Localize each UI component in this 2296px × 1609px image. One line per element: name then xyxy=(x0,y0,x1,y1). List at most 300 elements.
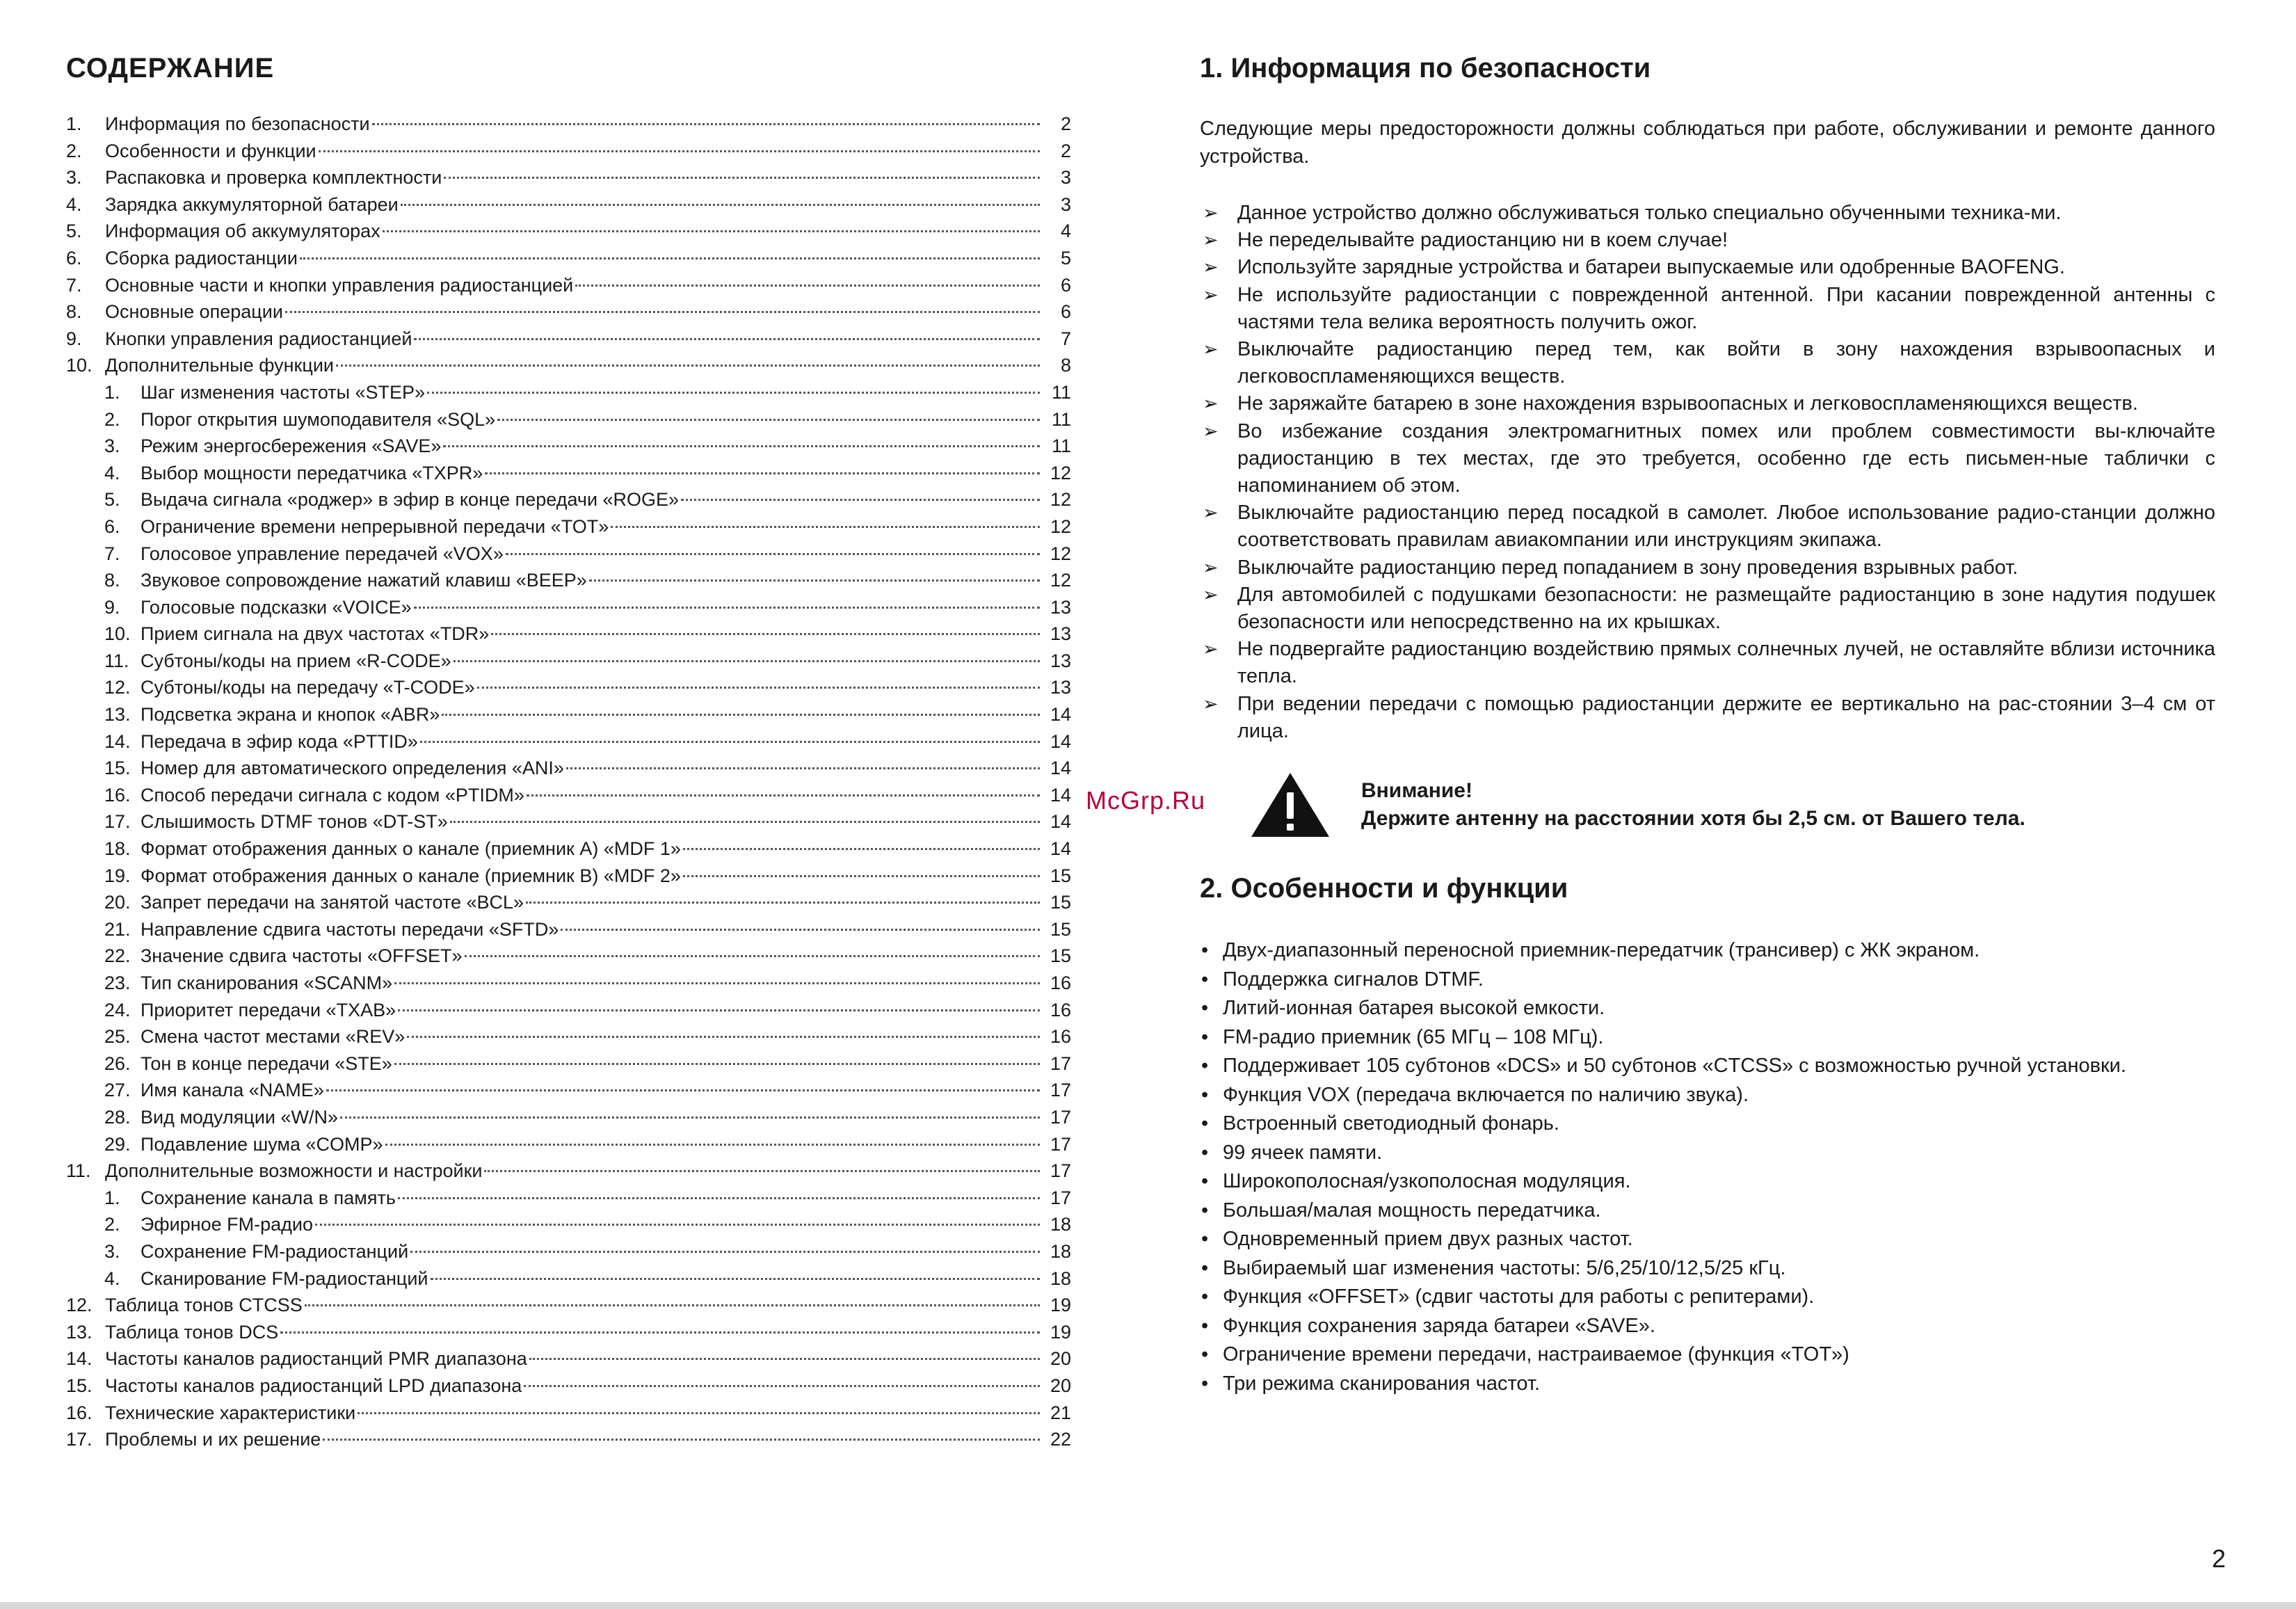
safety-item xyxy=(1200,227,2215,254)
toc-entry[interactable] xyxy=(66,621,1071,648)
toc-entry-page: 17 xyxy=(1050,1106,1071,1128)
toc-entry[interactable] xyxy=(66,755,1071,782)
toc-entry[interactable] xyxy=(66,272,1071,299)
feature-item xyxy=(1200,1283,2215,1312)
toc-entry-page: 14 xyxy=(1050,758,1071,779)
toc-entry[interactable] xyxy=(66,218,1071,245)
toc-entry-title: Направление сдвига частоты передачи «SFTD» xyxy=(141,918,559,940)
toc-entry-title: Номер для автоматического определения «ANI» xyxy=(141,758,564,779)
arrow-bullet-icon: ➢ xyxy=(1203,584,1219,605)
toc-entry-number: 2. xyxy=(104,408,120,430)
safety-item-text: Не переделывайте радиостанцию ни в коем случае! xyxy=(1237,229,1728,252)
toc-entry[interactable] xyxy=(66,433,1071,460)
arrow-bullet-icon: ➢ xyxy=(1203,393,1219,415)
toc-entry[interactable] xyxy=(66,594,1071,621)
toc-entry-number: 29. xyxy=(104,1133,131,1155)
toc-entry[interactable] xyxy=(66,808,1071,835)
toc-entry-page: 4 xyxy=(1060,221,1071,242)
toc-entry-page: 14 xyxy=(1050,704,1071,726)
toc-entry-page: 19 xyxy=(1050,1295,1071,1316)
warning-triangle-icon xyxy=(1249,770,1332,840)
toc-entry-title: Формат отображения данных о канале (приемник В) «MDF 2» xyxy=(141,865,681,886)
toc-entry-number: 8. xyxy=(66,301,82,323)
toc-entry-number: 23. xyxy=(104,972,131,993)
toc-dot-leader xyxy=(589,579,1040,582)
toc-entry[interactable] xyxy=(66,1211,1071,1238)
toc-dot-leader xyxy=(450,820,1040,823)
toc-entry-title: Выбор мощности передатчика «TXPR» xyxy=(141,462,483,483)
feature-item xyxy=(1200,1110,2215,1139)
toc-entry-number: 13. xyxy=(66,1321,93,1343)
toc-entry[interactable] xyxy=(66,1319,1071,1346)
toc-entry-number: 2. xyxy=(104,1214,120,1235)
feature-item-text: Поддерживает 105 субтонов «DCS» и 50 субтонов «CTCSS» с возможностью ручной установки. xyxy=(1223,1055,2126,1078)
toc-entry-page: 13 xyxy=(1050,596,1071,618)
feature-item xyxy=(1200,1023,2215,1052)
feature-item xyxy=(1200,1370,2215,1399)
toc-entry-number: 27. xyxy=(104,1080,131,1101)
bullet-icon: • xyxy=(1201,997,1209,1020)
warning-body: Держите антенну на расстоянии хотя бы 2,5 см. от Вашего тела. xyxy=(1361,807,2025,831)
toc-entry-page: 15 xyxy=(1050,918,1071,940)
toc-entry-title: Кнопки управления радиостанцией xyxy=(105,328,412,349)
toc-entry-title: Основные части и кнопки управления радиостанцией xyxy=(105,274,574,296)
toc-entry[interactable] xyxy=(66,782,1071,809)
arrow-bullet-icon: ➢ xyxy=(1203,693,1219,714)
toc-entry-title: Выдача сигнала «роджер» в эфир в конце передачи «ROGE» xyxy=(141,489,680,511)
toc-entry[interactable] xyxy=(66,1104,1071,1131)
feature-item-text: Ограничение времени передачи, настраиваемое (функция «TOT») xyxy=(1223,1343,1849,1366)
toc-entry-title: Таблица тонов CTCSS xyxy=(105,1295,303,1316)
toc-entry-page: 17 xyxy=(1050,1187,1071,1208)
toc-entry-number: 12. xyxy=(104,677,131,698)
bullet-icon: • xyxy=(1201,1055,1209,1078)
toc-entry-number: 10. xyxy=(66,355,93,376)
toc-entry-number: 15. xyxy=(66,1375,93,1396)
feature-item-text: Широкополосная/узкополосная модуляция. xyxy=(1223,1170,1631,1193)
toc-entry-title: Смена частот местами «REV» xyxy=(141,1026,406,1048)
toc-entry[interactable] xyxy=(66,245,1071,272)
toc-entry-number: 16. xyxy=(104,784,131,806)
toc-entry-title: Тон в конце передачи «STE» xyxy=(141,1052,392,1074)
toc-entry-page: 14 xyxy=(1050,811,1071,833)
toc-entry[interactable] xyxy=(66,1345,1071,1372)
toc-dot-leader xyxy=(414,337,1040,340)
toc-entry-number: 14. xyxy=(104,730,131,752)
feature-item xyxy=(1200,966,2215,995)
toc-entry-page: 14 xyxy=(1050,730,1071,752)
toc-entry[interactable] xyxy=(66,513,1071,541)
toc-dot-leader xyxy=(681,498,1040,501)
toc-entry-title: Сканирование FM-радиостанций xyxy=(141,1267,428,1289)
toc-dot-leader xyxy=(414,606,1040,609)
toc-entry-page: 12 xyxy=(1050,543,1071,564)
toc-entry-page: 16 xyxy=(1050,972,1071,993)
toc-entry-page: 20 xyxy=(1050,1348,1071,1370)
toc-entry-number: 10. xyxy=(104,623,131,645)
safety-item xyxy=(1200,282,2215,336)
toc-dot-leader xyxy=(611,525,1040,528)
arrow-bullet-icon: ➢ xyxy=(1203,420,1219,442)
toc-entry-title: Подсветка экрана и кнопок «ABR» xyxy=(141,704,440,726)
toc-dot-leader xyxy=(305,1304,1040,1306)
feature-item xyxy=(1200,1081,2215,1110)
toc-entry[interactable] xyxy=(66,728,1071,755)
feature-item xyxy=(1200,1196,2215,1226)
safety-heading: 1. Информация по безопасности xyxy=(1200,53,1651,83)
toc-entry-page: 17 xyxy=(1050,1080,1071,1101)
toc-entry-page: 3 xyxy=(1060,193,1071,215)
toc-entry-title: Субтоны/коды на прием «R-CODE» xyxy=(141,650,451,671)
toc-entry-number: 5. xyxy=(104,489,120,511)
toc-dot-leader xyxy=(431,1277,1041,1280)
toc-entry-title: Звуковое сопровождение нажатий клавиш «BEEP» xyxy=(141,570,587,591)
toc-entry-page: 7 xyxy=(1060,328,1071,349)
toc-entry-page: 13 xyxy=(1050,623,1071,645)
toc-entry[interactable] xyxy=(66,379,1071,406)
toc-entry-number: 16. xyxy=(66,1402,93,1423)
toc-entry[interactable] xyxy=(66,1023,1071,1050)
toc-entry[interactable] xyxy=(66,1131,1071,1158)
watermark: McGrp.Ru xyxy=(1086,786,1206,815)
toc-entry-number: 3. xyxy=(104,1240,120,1262)
toc-dot-leader xyxy=(326,1089,1040,1091)
toc-dot-leader xyxy=(527,794,1040,797)
content-column xyxy=(1200,47,2215,1398)
toc-entry-number: 17. xyxy=(66,1429,93,1450)
toc-entry-number: 26. xyxy=(104,1052,131,1074)
bullet-icon: • xyxy=(1201,1083,1209,1106)
safety-item xyxy=(1200,636,2215,690)
safety-item-text: Выключайте радиостанцию перед тем, как войти в зону нахождения взрывоопасных и легковоспламеняющихся веществ. xyxy=(1237,338,2215,388)
bullet-icon: • xyxy=(1201,1170,1209,1193)
safety-list xyxy=(1200,200,2215,745)
toc-entry-page: 16 xyxy=(1050,999,1071,1020)
feature-item-text: Встроенный светодиодный фонарь. xyxy=(1223,1112,1559,1135)
feature-item xyxy=(1200,1225,2215,1254)
toc-entry[interactable] xyxy=(66,1426,1071,1453)
toc-dot-leader xyxy=(385,1143,1040,1146)
toc-dot-leader xyxy=(315,1223,1040,1226)
warning-text xyxy=(1361,777,2025,833)
toc-entry-title: Особенности и функции xyxy=(105,140,316,161)
toc-entry-title: Значение сдвига частоты «OFFSET» xyxy=(141,945,463,967)
toc-entry-number: 6. xyxy=(104,515,120,537)
feature-item xyxy=(1200,1139,2215,1168)
toc-entry-number: 14. xyxy=(66,1348,93,1370)
toc-dot-leader xyxy=(420,740,1040,743)
toc-entry-number: 7. xyxy=(104,543,120,564)
safety-item-text: Не подвергайте радиостанцию воздействию прямых солнечных лучей, не оставляйте вблизи источника тепла. xyxy=(1237,638,2215,688)
toc-entry-page: 21 xyxy=(1050,1402,1071,1423)
page-number: 2 xyxy=(2212,1544,2226,1573)
toc-entry-title: Слышимость DTMF тонов «DT-ST» xyxy=(141,811,448,833)
toc-entry-page: 6 xyxy=(1060,301,1071,323)
toc-dot-leader xyxy=(394,982,1040,984)
safety-item xyxy=(1200,554,2215,582)
toc-dot-leader xyxy=(383,230,1040,232)
toc-entry-number: 11. xyxy=(66,1160,91,1182)
feature-item-text: 99 ячеек памяти. xyxy=(1223,1141,1383,1164)
toc-list xyxy=(66,111,1071,1453)
toc-entry-title: Сохранение канала в память xyxy=(141,1187,396,1208)
toc-entry-number: 18. xyxy=(104,838,131,860)
toc-entry-title: Таблица тонов DCS xyxy=(105,1321,279,1343)
toc-entry[interactable] xyxy=(66,326,1071,353)
toc-entry-number: 6. xyxy=(66,247,82,269)
toc-entry-page: 20 xyxy=(1050,1375,1071,1396)
toc-dot-leader xyxy=(506,552,1040,555)
arrow-bullet-icon: ➢ xyxy=(1203,284,1219,305)
toc-entry[interactable] xyxy=(66,138,1071,165)
toc-dot-leader xyxy=(427,391,1040,394)
toc-entry-number: 8. xyxy=(104,570,120,591)
feature-item-text: Двух-диапазонный переносной приемник-передатчик (трансивер) с ЖК экраном. xyxy=(1223,939,1980,962)
toc-entry-title: Частоты каналов радиостанций LPD диапазона xyxy=(105,1375,522,1396)
safety-item-text: Во избежание создания электромагнитных помех или проблем совместимости вы-ключайте радиостанцию в тех местах, где это требуется, особенно где есть письмен-ные таблички с напоминанием об этом. xyxy=(1237,419,2215,497)
toc-entry[interactable] xyxy=(66,567,1071,594)
bullet-icon: • xyxy=(1201,1112,1209,1135)
toc-entry-title: Распаковка и проверка комплектности xyxy=(105,167,442,189)
feature-item xyxy=(1200,1052,2215,1081)
toc-entry[interactable] xyxy=(66,1265,1071,1292)
toc-entry-page: 12 xyxy=(1050,462,1071,483)
feature-item-text: Поддержка сигналов DTMF. xyxy=(1223,968,1484,991)
toc-title: СОДЕРЖАНИЕ xyxy=(66,53,275,83)
toc-entry-title: Подавление шума «COMP» xyxy=(141,1133,383,1155)
toc-entry-number: 17. xyxy=(104,811,131,833)
toc-entry-page: 15 xyxy=(1050,892,1071,913)
toc-entry-page: 12 xyxy=(1050,489,1071,511)
toc-entry-title: Режим энергосбережения «SAVE» xyxy=(141,435,442,457)
toc-entry-page: 5 xyxy=(1060,247,1071,269)
toc-entry[interactable] xyxy=(66,1185,1071,1212)
toc-entry[interactable] xyxy=(66,970,1071,997)
arrow-bullet-icon: ➢ xyxy=(1203,202,1219,223)
toc-entry[interactable] xyxy=(66,916,1071,943)
toc-entry[interactable] xyxy=(66,701,1071,728)
toc-entry-page: 12 xyxy=(1050,570,1071,591)
toc-entry[interactable] xyxy=(66,541,1071,568)
toc-entry-page: 12 xyxy=(1050,515,1071,537)
toc-entry-number: 7. xyxy=(66,274,82,296)
toc-entry-number: 15. xyxy=(104,758,131,779)
toc-entry-page: 13 xyxy=(1050,650,1071,671)
toc-entry-number: 1. xyxy=(104,1187,120,1208)
toc-entry-page: 6 xyxy=(1060,274,1071,296)
feature-item-text: Функция «OFFSET» (сдвиг частоты для работы с репитерами). xyxy=(1223,1286,1815,1308)
feature-item xyxy=(1200,1167,2215,1196)
toc-entry-number: 1. xyxy=(66,113,82,134)
toc-dot-leader xyxy=(566,767,1040,769)
safety-item-text: Выключайте радиостанцию перед посадкой в самолет. Любое использование радио-станции должно соответствовать правилам авиакомпании или инструкциям экипажа. xyxy=(1237,502,2215,552)
safety-intro: Следующие меры предосторожности должны соблюдаться при работе, обслуживании и ремонте данного устройства. xyxy=(1200,118,2215,168)
safety-item xyxy=(1200,336,2215,390)
safety-item xyxy=(1200,200,2215,227)
feature-item-text: Функция VOX (передача включается по наличию звука). xyxy=(1223,1083,1749,1106)
arrow-bullet-icon: ➢ xyxy=(1203,502,1219,524)
toc-dot-leader xyxy=(401,203,1040,206)
feature-item xyxy=(1200,1254,2215,1283)
arrow-bullet-icon: ➢ xyxy=(1203,339,1219,360)
toc-entry[interactable] xyxy=(66,943,1071,970)
toc-dot-leader xyxy=(575,284,1040,287)
toc-dot-leader xyxy=(323,1438,1040,1441)
toc-entry-title: Сохранение FM-радиостанций xyxy=(141,1240,409,1262)
toc-entry[interactable] xyxy=(66,863,1071,890)
warning-title: Внимание! xyxy=(1361,779,1472,803)
toc-dot-leader xyxy=(398,1009,1040,1011)
bullet-icon: • xyxy=(1201,1141,1209,1164)
toc-entry-number: 13. xyxy=(104,704,131,726)
toc-dot-leader xyxy=(453,659,1040,662)
toc-dot-leader xyxy=(444,176,1040,179)
toc-entry-number: 5. xyxy=(66,221,82,242)
toc-entry-title: Шаг изменения частоты «STEP» xyxy=(141,381,426,403)
bullet-icon: • xyxy=(1201,968,1209,991)
toc-dot-leader xyxy=(491,632,1040,635)
safety-item xyxy=(1200,582,2215,636)
toc-entry-page: 17 xyxy=(1050,1160,1071,1182)
toc-entry-page: 15 xyxy=(1050,865,1071,886)
toc-entry-number: 12. xyxy=(66,1295,93,1316)
toc-dot-leader xyxy=(683,874,1040,877)
toc-entry[interactable] xyxy=(66,298,1071,326)
toc-entry-title: Информация по безопасности xyxy=(105,113,370,134)
toc-entry-page: 11 xyxy=(1051,381,1071,403)
toc-entry-title: Приоритет передачи «TXAB» xyxy=(141,999,396,1020)
toc-entry-number: 20. xyxy=(104,892,131,913)
features-list xyxy=(1200,936,2215,1398)
toc-entry-title: Запрет передачи на занятой частоте «BCL» xyxy=(141,892,524,913)
toc-dot-leader xyxy=(340,1116,1040,1119)
toc-entry[interactable] xyxy=(66,164,1071,191)
toc-entry-page: 17 xyxy=(1050,1133,1071,1155)
toc-entry-title: Дополнительные возможности и настройки xyxy=(105,1160,483,1182)
toc-entry[interactable] xyxy=(66,486,1071,513)
toc-entry-page: 22 xyxy=(1050,1429,1071,1450)
toc-entry[interactable] xyxy=(66,1077,1071,1104)
toc-entry[interactable] xyxy=(66,889,1071,916)
toc-entry-number: 28. xyxy=(104,1106,131,1128)
toc-entry[interactable] xyxy=(66,1158,1071,1185)
toc-dot-leader xyxy=(280,1331,1040,1334)
toc-entry-number: 4. xyxy=(104,1267,120,1289)
toc-entry-title: Ограничение времени непрерывной передачи «TOT» xyxy=(141,515,609,537)
toc-dot-leader xyxy=(319,150,1040,152)
toc-entry-number: 4. xyxy=(104,462,120,483)
toc-entry-page: 8 xyxy=(1060,355,1071,376)
toc-dot-leader xyxy=(529,1357,1040,1360)
toc-entry-number: 24. xyxy=(104,999,131,1020)
toc-entry-number: 21. xyxy=(104,918,131,940)
toc-entry[interactable] xyxy=(66,835,1071,863)
feature-item-text: Литий-ионная батарея высокой емкости. xyxy=(1223,997,1605,1020)
toc-entry[interactable] xyxy=(66,191,1071,218)
toc-entry-number: 2. xyxy=(66,140,82,161)
toc-entry-title: Вид модуляции «W/N» xyxy=(141,1106,339,1128)
feature-item-text: Три режима сканирования частот. xyxy=(1223,1372,1541,1395)
toc-dot-leader xyxy=(407,1035,1040,1038)
warning-box xyxy=(1249,770,2215,840)
toc-entry[interactable] xyxy=(66,352,1071,379)
toc-dot-leader xyxy=(394,1062,1040,1065)
feature-item xyxy=(1200,1312,2215,1341)
toc-entry-number: 3. xyxy=(66,167,82,189)
toc-entry[interactable] xyxy=(66,460,1071,487)
safety-item-text: Не заряжайте батарею в зоне нахождения взрывоопасных и легковоспламеняющихся веществ. xyxy=(1237,392,2138,415)
toc-entry-page: 11 xyxy=(1051,408,1071,430)
toc-entry[interactable] xyxy=(66,997,1071,1024)
toc-entry-title: Субтоны/коды на передачу «T-CODE» xyxy=(141,677,475,698)
toc-entry-page: 14 xyxy=(1050,838,1071,860)
toc-entry[interactable] xyxy=(66,111,1071,138)
toc-entry-page: 2 xyxy=(1060,140,1071,161)
toc-entry-title: Технические характеристики xyxy=(105,1402,356,1423)
safety-item-text: Выключайте радиостанцию перед попаданием в зону проведения взрывных работ. xyxy=(1237,556,2018,579)
toc-entry-title: Информация об аккумуляторах xyxy=(105,221,380,242)
toc-entry[interactable] xyxy=(66,1400,1071,1427)
toc-entry-number: 22. xyxy=(104,945,131,967)
toc-entry-title: Сборка радиостанции xyxy=(105,247,298,269)
feature-item-text: Большая/малая мощность передатчика. xyxy=(1223,1199,1601,1222)
safety-item-text: Используйте зарядные устройства и батареи выпускаемые или одобренные BAOFENG. xyxy=(1237,256,2065,279)
feature-item xyxy=(1200,994,2215,1023)
toc-entry[interactable] xyxy=(66,1372,1071,1400)
toc-entry-page: 2 xyxy=(1060,113,1071,134)
safety-item xyxy=(1200,499,2215,554)
bullet-icon: • xyxy=(1201,1314,1209,1337)
toc-entry-page: 18 xyxy=(1050,1240,1071,1262)
toc-entry-title: Дополнительные функции xyxy=(105,355,334,376)
safety-item xyxy=(1200,254,2215,281)
toc-entry-title: Проблемы и их решение xyxy=(105,1429,321,1450)
feature-item-text: Выбираемый шаг изменения частоты: 5/6,25/10/12,5/25 кГц. xyxy=(1223,1256,1786,1279)
toc-entry-number: 19. xyxy=(104,865,131,886)
toc-entry-title: Частоты каналов радиостанций PMR диапазона xyxy=(105,1348,527,1370)
toc-dot-leader xyxy=(683,847,1040,850)
toc-entry[interactable] xyxy=(66,674,1071,701)
toc-dot-leader xyxy=(477,686,1040,689)
toc-entry-number: 4. xyxy=(66,193,82,215)
toc-entry[interactable] xyxy=(66,1238,1071,1265)
toc-entry-number: 3. xyxy=(104,435,120,457)
toc-entry[interactable] xyxy=(66,1050,1071,1078)
bullet-icon: • xyxy=(1201,939,1209,962)
toc-entry-title: Формат отображения данных о канале (приемник А) «MDF 1» xyxy=(141,838,681,860)
toc-entry[interactable] xyxy=(66,648,1071,675)
safety-item xyxy=(1200,390,2215,417)
feature-item xyxy=(1200,936,2215,966)
safety-item-text: При ведении передачи с помощью радиостанции держите ее вертикально на рас-стоянии 3–4 см от лица. xyxy=(1237,692,2215,742)
safety-item-text: Данное устройство должно обслуживаться только специально обученными техника-ми. xyxy=(1237,202,2062,224)
toc-entry[interactable] xyxy=(66,1292,1071,1319)
toc-entry-page: 17 xyxy=(1050,1052,1071,1074)
toc-entry-title: Голосовое управление передачей «VOX» xyxy=(141,543,504,564)
toc-entry-number: 9. xyxy=(66,328,82,349)
toc-entry-page: 19 xyxy=(1050,1321,1071,1343)
toc-entry[interactable] xyxy=(66,406,1071,433)
toc-dot-leader xyxy=(358,1411,1040,1414)
toc-dot-leader xyxy=(443,445,1040,447)
toc-dot-leader xyxy=(526,901,1040,904)
toc-dot-leader xyxy=(372,122,1040,125)
toc-dot-leader xyxy=(442,713,1040,716)
arrow-bullet-icon: ➢ xyxy=(1203,257,1219,278)
toc-entry-title: Передача в эфир кода «PTTID» xyxy=(141,730,418,752)
bullet-icon: • xyxy=(1201,1256,1209,1279)
arrow-bullet-icon: ➢ xyxy=(1203,557,1219,578)
